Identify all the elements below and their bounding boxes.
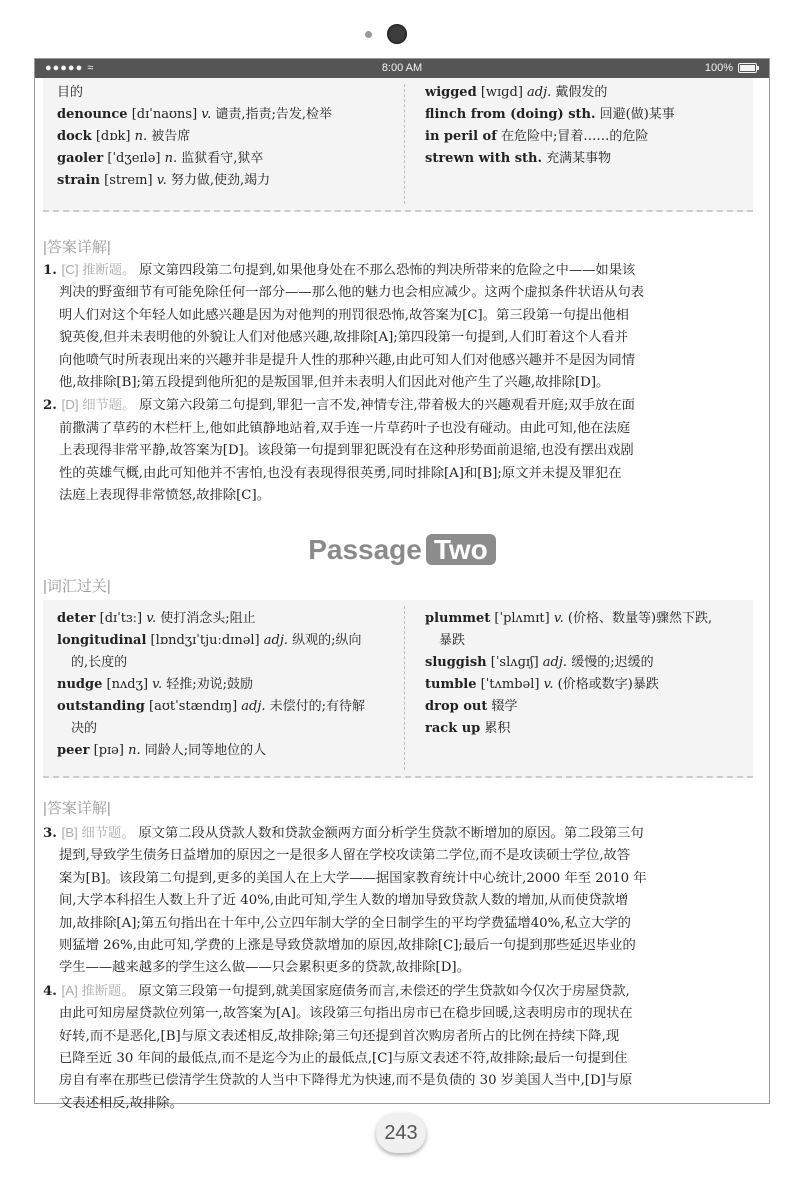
answer-line — [43, 913, 755, 935]
vocab-phonetic: [pɪə] — [93, 743, 124, 758]
vocab-definition: 累积 — [484, 721, 511, 736]
answers-heading-1: |答案详解| — [43, 239, 111, 256]
vocab-entry — [425, 126, 675, 148]
vocab-word: tumble — [425, 677, 477, 692]
answer-number: 4. — [43, 983, 62, 999]
passage-number: Two — [426, 534, 496, 565]
answer-line — [43, 935, 755, 957]
vocab-definition: 纵观的;纵向 — [292, 633, 362, 648]
vocab-phonetic: [dɪˈnaʊns] — [131, 107, 198, 122]
vocab-word: nudge — [57, 677, 103, 692]
vocab-entry — [425, 82, 675, 104]
answer-line — [43, 440, 755, 462]
vocab-definition: (价格、数量等)骤然下跌, — [567, 611, 713, 626]
answer-label: [B] 细节题。 — [61, 825, 139, 840]
vocab-word: flinch from (doing) sth. — [425, 107, 596, 122]
answer-text: 好转,而不是恶化,[B]与原文表述相反,故排除;第三句还提到首次购房者所占的比例在持续下降,现 — [59, 1028, 620, 1044]
vocab-word: wigged — [425, 85, 477, 100]
vocab-pos: adj. — [263, 633, 289, 648]
vocab-word: in peril of — [425, 129, 497, 144]
answer-text: 案为[B]。该段第二句提到,更多的美国人在上大学——据国家教育统计中心统计,2000 年至 2010 年 — [59, 870, 647, 886]
answer-line — [43, 485, 755, 507]
vocab-entry — [425, 104, 675, 126]
vocab-definition: 努力做,使劲,竭力 — [170, 173, 271, 188]
vocab-entry — [425, 148, 675, 170]
vocab-phonetic: [lɒndʒɪˈtjuːdɪnəl] — [150, 633, 260, 648]
vocab-definition: 被告席 — [151, 129, 191, 144]
vocab-entry — [57, 148, 332, 170]
vocab-definition: 目的 — [57, 85, 84, 100]
vocab-definition: 暴跌 — [439, 633, 466, 648]
answer-line — [43, 372, 755, 394]
vocab-word: drop out — [425, 699, 488, 714]
vocab-entry — [425, 652, 712, 674]
answer-text: 他,故排除[B];第五段提到他所犯的是叛国罪,但并未表明人们因此对他产生了兴趣,故排除[D]。 — [59, 375, 610, 391]
answer-text: 性的英雄气概,由此可知他并不害怕,也没有表现得很英勇,同时排除[A]和[B];原文并未提及罪犯在 — [59, 465, 622, 481]
answer-line — [43, 327, 755, 349]
vocab-entry — [57, 740, 365, 762]
answer-line — [43, 980, 755, 1003]
vocab-entry — [57, 674, 365, 696]
vocab-entry — [425, 630, 712, 652]
answer-number: 3. — [43, 826, 62, 841]
vocab-box-2 — [43, 600, 753, 778]
vocab-pos: adj. — [527, 85, 552, 100]
status-time: 8:00 AM — [381, 62, 423, 74]
vocab-column-left — [57, 608, 365, 776]
vocab-definition: 使打消念头;阻止 — [160, 611, 256, 626]
answer-text: 原文第四段第二句提到,如果他身处在不那么恐怖的判决所带来的危险之中——如果该 — [139, 263, 636, 278]
battery-icon — [738, 63, 757, 73]
answer-line — [43, 1070, 755, 1092]
answer-text: 明人们对这个年轻人如此感兴趣是因为对他判的刑罚很恐怖,故答案为[C]。第三段第一句提出他相 — [59, 307, 629, 323]
answer-text: 提到,导致学生债务日益增加的原因之一是很多人留在学校攻读第二学位,而不是攻读硕士学位,故答 — [59, 848, 631, 864]
answer-text: 学生——越来越多的学生这么做——只会累积更多的贷款,故排除[D]。 — [59, 960, 470, 976]
vocab-entry — [425, 718, 712, 740]
vocab-definition: 同龄人;同等地位的人 — [144, 743, 267, 758]
answer-text: 则猛增 26%,由此可知,学费的上涨是导致贷款增加的原因,故排除[C];最后一句提到那些延迟毕业的 — [59, 938, 636, 954]
vocab-box-1 — [43, 78, 753, 212]
answer-line — [43, 1048, 755, 1070]
vocab-definition: 戴假发的 — [555, 85, 608, 100]
vocab-definition: 未偿付的;有待解 — [269, 699, 366, 714]
vocab-phonetic: [ˈdʒeɪlə] — [107, 151, 161, 166]
vocab-entry — [57, 608, 365, 630]
vocab-phonetic: [dɒk] — [95, 129, 131, 144]
bezel-sensor-icon — [365, 31, 372, 38]
vocab-column-right — [425, 608, 712, 776]
vocab-definition: (价格或数字)暴跌 — [557, 677, 659, 692]
vocab-phonetic: [aʊtˈstændɪŋ] — [149, 699, 238, 714]
vocab-entry — [57, 718, 365, 740]
vocab-column-right — [425, 82, 675, 210]
tablet-screen — [34, 58, 770, 1111]
vocab-pos: v. — [201, 107, 212, 122]
vocab-entry — [425, 674, 712, 696]
answer-label: [D] 细节题。 — [61, 397, 140, 413]
vocab-pos: v. — [543, 677, 554, 692]
vocab-entry — [57, 696, 365, 718]
vocab-word: dock — [57, 129, 92, 144]
answer-line — [43, 822, 755, 845]
vocab-phonetic: [ˈslʌɡɪʃ] — [490, 655, 539, 670]
answer-text: 文表述相反,故排除。 — [59, 1095, 183, 1111]
vocab-word: plummet — [425, 611, 491, 626]
vocab-pos: adj. — [241, 699, 266, 714]
vocab-word: rack up — [425, 721, 481, 736]
vocab-phonetic: [wɪɡd] — [480, 85, 523, 100]
answers-section-2 — [43, 822, 755, 1115]
vocab-word: denounce — [57, 107, 128, 122]
answer-text: 已降至近 30 年间的最低点,而不是迄今为止的最低点,[C]与原文表述不符,故排除;最后一句提到住 — [59, 1051, 628, 1067]
answer-line — [43, 1093, 755, 1115]
vocab-entry — [425, 608, 712, 630]
vocab-definition: 辍学 — [491, 699, 518, 714]
answers-heading-2: |答案详解| — [43, 800, 111, 817]
vocab-entry — [57, 104, 332, 126]
vocab-word: outstanding — [57, 699, 145, 714]
battery-percent: 100% — [704, 62, 733, 74]
page-number: 243 — [376, 1113, 426, 1153]
vocab-word: peer — [57, 743, 90, 758]
answer-text: 加,故排除[A];第五句指出在十年中,公立四年制大学的全日制学生的平均学费猛增40%,私立大学的 — [59, 915, 631, 931]
vocab-definition: 的,长度的 — [71, 655, 128, 670]
vocab-pos: n. — [134, 129, 148, 144]
answer-label: [A] 推断题。 — [61, 982, 139, 998]
answer-text: 向他喷气时所表现出来的兴趣并非是提升人性的那种兴趣,由此可知人们对他感兴趣并不是因为同情 — [59, 352, 635, 368]
vocab-word: longitudinal — [57, 633, 147, 648]
vocab-definition: 缓慢的;迟缓的 — [571, 655, 654, 670]
battery-status — [705, 62, 757, 74]
answer-text: 上表现得非常平静,故答案为[D]。该段第一句提到罪犯既没有在这种形势面前退缩,也没有摆出戏剧 — [59, 443, 634, 459]
answer-line — [43, 957, 755, 979]
answer-text: 房自有率在那些已偿清学生贷款的人当中下降得尤为快速,而不是负债的 30 岁美国人当中,[D]与原 — [59, 1073, 633, 1089]
vocab-word: strewn with sth. — [425, 151, 543, 166]
vocab-entry — [57, 126, 332, 148]
vocab-phonetic: [nʌdʒ] — [106, 677, 149, 692]
answer-text: 原文第六段第二句提到,罪犯一言不发,神情专注,带着极大的兴趣观看开庭;双手放在面 — [139, 398, 635, 414]
vocab-pos: adj. — [542, 655, 568, 670]
answer-text: 原文第二段从贷款人数和贷款金额两方面分析学生贷款不断增加的原因。第二段第三句 — [138, 826, 644, 841]
answer-line — [43, 868, 755, 890]
answer-line — [43, 845, 755, 867]
vocab-pos: n. — [164, 151, 178, 166]
vocab-entry — [57, 170, 332, 192]
vocab-pos: n. — [128, 743, 141, 758]
vocab-definition: 谴责,指责;告发,检举 — [215, 107, 333, 122]
vocab-pos: v. — [152, 677, 163, 692]
page-content — [35, 78, 769, 1111]
vocab-definition: 在危险中;冒着……的危险 — [500, 129, 649, 144]
answer-line — [43, 463, 755, 485]
answer-text: 貌英俊,但并未表明他的外貌让人们对他感兴趣,故排除[A];第四段第一句提到,人们盯着这个人看并 — [59, 330, 629, 346]
answer-line — [43, 350, 755, 372]
answer-label: [C] 推断题。 — [61, 262, 140, 277]
vocab-entry — [57, 630, 365, 652]
answer-line — [43, 890, 755, 912]
vocab-word: sluggish — [425, 655, 487, 670]
vocab-phonetic: [ˈplʌmɪt] — [494, 611, 550, 626]
answer-text: 由此可知房屋贷款位列第一,故答案为[A]。该段第三句指出房市已在稳步回暖,这表明房市的现状在 — [59, 1006, 633, 1022]
answers-section-1 — [43, 259, 755, 507]
vocab-definition: 充满某事物 — [546, 151, 612, 166]
status-bar — [35, 59, 769, 78]
answer-line — [43, 305, 755, 327]
answer-line — [43, 259, 755, 282]
answer-text: 原文第三段第一句提到,就美国家庭债务而言,未偿还的学生贷款如今仅次于房屋贷款, — [138, 983, 630, 999]
vocab-phonetic: [streɪn] — [104, 173, 153, 188]
vocab-definition: 回避(做)某事 — [599, 107, 675, 122]
answer-line — [43, 394, 755, 417]
vocab-heading: |词汇过关| — [43, 578, 111, 595]
signal-icon: ●●●●● ≈ — [45, 62, 95, 74]
vocab-definition: 监狱看守,狱卒 — [181, 151, 264, 166]
answer-number: 2. — [43, 398, 62, 414]
answer-text: 前撒满了草药的木栏杆上,他如此镇静地站着,双手连一片草药叶子也没有碰动。由此可知,他在法庭 — [59, 420, 631, 436]
vocab-entry — [57, 652, 365, 674]
answer-line — [43, 282, 755, 304]
answer-text: 判决的野蛮细节有可能免除任何一部分——那么他的魅力也会相应减少。这两个虚拟条件状语从句表 — [59, 285, 645, 301]
answer-number: 1. — [43, 263, 62, 278]
vocab-word: deter — [57, 611, 96, 626]
vocab-definition: 决的 — [71, 721, 98, 736]
vocab-entry — [57, 82, 332, 104]
answer-line — [43, 1026, 755, 1048]
vocab-phonetic: [dɪˈtɜː] — [99, 611, 143, 626]
vocab-phonetic: [ˈtʌmbəl] — [480, 677, 540, 692]
vocab-pos: v. — [156, 173, 167, 188]
vocab-pos: v. — [553, 611, 564, 626]
answer-line — [43, 1003, 755, 1025]
camera-icon — [387, 24, 407, 44]
answer-line — [43, 418, 755, 440]
passage-word: Passage — [308, 534, 422, 565]
answer-text: 间,大学本科招生人数上升了近 40%,由此可知,学生人数的增加导致贷款人数的增加,从而使贷款增 — [59, 893, 629, 909]
vocab-word: gaoler — [57, 151, 104, 166]
vocab-column-left — [57, 82, 332, 210]
vocab-pos: v. — [146, 611, 157, 626]
vocab-word: strain — [57, 173, 100, 188]
passage-title — [35, 534, 769, 566]
answer-text: 法庭上表现得非常愤怒,故排除[C]。 — [59, 488, 270, 504]
vocab-entry — [425, 696, 712, 718]
vocab-definition: 轻推;劝说;鼓励 — [166, 677, 254, 692]
